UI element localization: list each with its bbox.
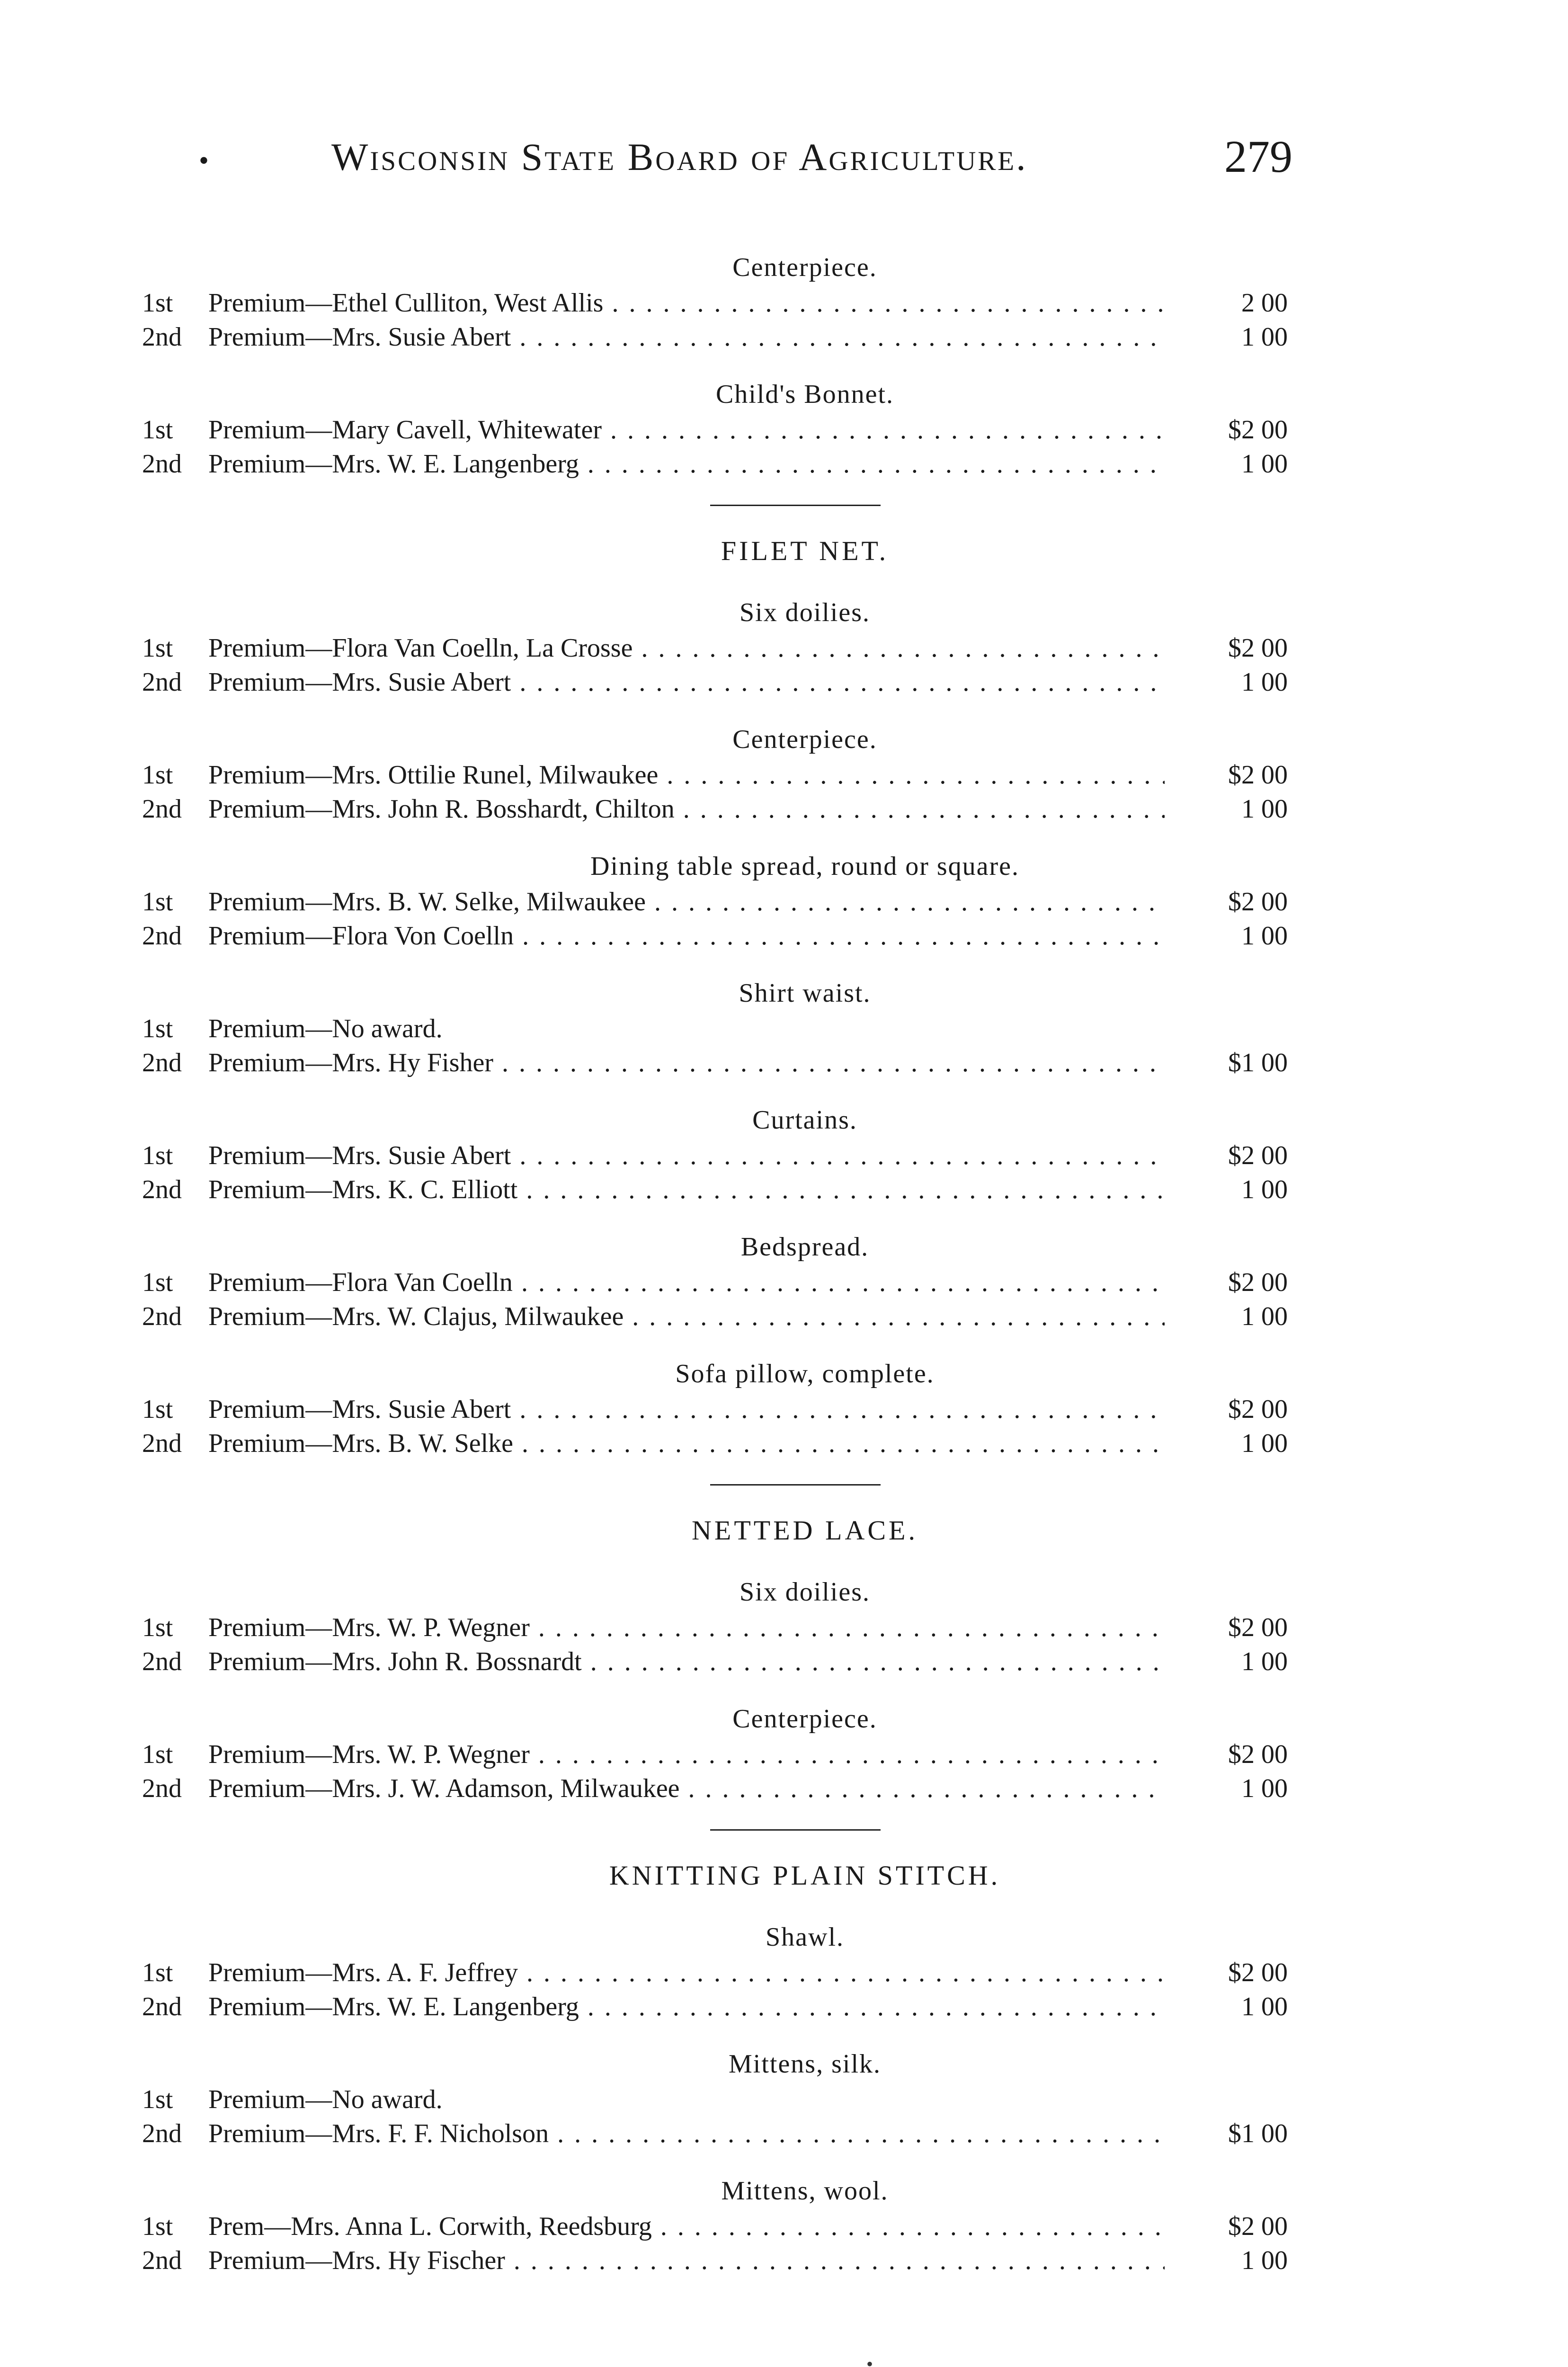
entry-spacer [142,1897,1288,1919]
premium-place: 2nd [142,1647,182,1676]
premium-place: 1st [142,1395,173,1424]
running-header [142,125,1292,196]
premium-amount: $2 00 [1228,1268,1288,1297]
entry-spacer [142,1080,1288,1102]
premium-place: 2nd [142,322,182,352]
premium-amount: 1 00 [1241,1647,1288,1676]
premium-amount: $2 00 [1228,1958,1288,1987]
premium-winner: Premium—Flora Van Coelln, La Crosse . . . [208,631,1165,665]
premium-winner: Premium—Mrs. Ottilie Runel, Milwaukee . . . [208,758,1165,792]
premium-row [142,1645,1288,1679]
entry-heading: Mittens, wool. [721,2176,889,2206]
premium-row [142,1611,1288,1645]
premium-winner: Premium—Mrs. Hy Fischer . . . [208,2243,1165,2278]
premium-place: 1st [142,1141,173,1170]
premium-place: 2nd [142,1774,182,1803]
premium-winner: Premium—Flora Van Coelln . . . [208,1265,1165,1299]
premium-row [142,413,1288,447]
premium-winner: Premium—Mrs. John R. Bosshardt, Chilton . . . [208,792,1165,826]
premium-place: 1st [142,1268,173,1297]
premium-row [142,1426,1288,1460]
premium-amount: 1 00 [1241,1992,1288,2021]
premium-winner: Premium—Mrs. B. W. Selke, Milwaukee . . . [208,885,1165,919]
premium-place: 1st [142,1740,173,1769]
premium-row [142,1956,1288,1990]
premium-row [142,919,1288,953]
entry-heading: Six doilies. [739,1577,871,1607]
premium-amount: 1 00 [1241,667,1288,697]
premium-winner: Premium—Mrs. W. P. Wegner . . . [208,1611,1165,1645]
premium-winner: Premium—Mrs. W. Clajus, Milwaukee . . . [208,1299,1165,1334]
premium-row [142,1173,1288,1207]
premium-row [142,1990,1288,2024]
premium-winner: Premium—Mrs. F. F. Nicholson . . . [208,2117,1165,2151]
premium-amount: 1 00 [1241,1302,1288,1331]
premium-amount: $2 00 [1228,1740,1288,1769]
premium-place: 2nd [142,1429,182,1458]
premium-place: 2nd [142,1048,182,1077]
premium-amount: $1 00 [1228,1048,1288,1077]
premium-winner: Premium—Mrs. B. W. Selke . . . [208,1426,1165,1460]
premium-place: 1st [142,1613,173,1642]
entry-spacer [142,572,1288,594]
premium-amount: $2 00 [1228,1613,1288,1642]
premium-amount: 2 00 [1241,288,1288,318]
premium-row [142,2082,1288,2117]
premium-row [142,792,1288,826]
premium-winner: Prem—Mrs. Anna L. Corwith, Reedsburg . . . [208,2209,1165,2243]
premium-winner: Premium—Mrs. Susie Abert . . . [208,665,1165,699]
premium-winner: Premium—Mrs. Susie Abert . . . [208,1392,1165,1426]
premium-winner: Premium—Mrs. Hy Fisher . . . [208,1046,1165,1080]
premium-winner: Premium—Ethel Culliton, West Allis . . . [208,286,1165,320]
entry-spacer [142,227,1288,249]
premium-place: 2nd [142,2246,182,2275]
premium-place: 2nd [142,2119,182,2148]
entry-heading: Curtains. [752,1105,857,1135]
premium-winner: Premium—No award. [208,1014,443,1043]
entry-spacer [142,1679,1288,1700]
premium-winner: Premium—Mrs. Susie Abert . . . [208,1139,1165,1173]
entry-heading: Child's Bonnet. [715,380,894,409]
entry-heading: Mittens, silk. [728,2049,882,2079]
premium-amount: 1 00 [1241,2246,1288,2275]
premium-winner: Premium—Mary Cavell, Whitewater . . . [208,413,1165,447]
entry-heading: Bedspread. [740,1232,869,1262]
premium-list [142,227,1288,2278]
premium-amount: $2 00 [1228,415,1288,445]
premium-amount: 1 00 [1241,1429,1288,1458]
section-title: KNITTING PLAIN STITCH. [609,1860,1001,1891]
premium-place: 1st [142,2085,173,2114]
premium-amount: 1 00 [1241,1175,1288,1204]
entry-heading: Shawl. [766,1922,844,1952]
premium-row [142,1046,1288,1080]
entry-spacer [142,1334,1288,1355]
running-title: Wisconsin State Board of Agriculture. [331,135,1028,178]
premium-place: 2nd [142,449,182,479]
section-divider [710,1484,881,1486]
premium-place: 2nd [142,921,182,951]
premium-place: 2nd [142,1302,182,1331]
premium-place: 2nd [142,794,182,824]
premium-amount: $1 00 [1228,2119,1288,2148]
premium-winner: Premium—Mrs. John R. Bossnardt . . . [208,1645,1165,1679]
premium-winner: Premium—No award. [208,2085,443,2114]
entry-heading: Sofa pillow, complete. [675,1359,935,1388]
premium-row [142,1771,1288,1806]
premium-amount: $2 00 [1228,1141,1288,1170]
premium-row [142,2117,1288,2151]
premium-place: 2nd [142,667,182,697]
premium-amount: 1 00 [1241,449,1288,479]
print-speck: • [866,2353,873,2367]
entry-spacer [142,953,1288,975]
entry-spacer [142,2151,1288,2172]
premium-winner: Premium—Mrs. J. W. Adamson, Milwaukee . . . [208,1771,1165,1806]
premium-row [142,1265,1288,1299]
entry-heading: Centerpiece. [732,1704,877,1734]
premium-place: 1st [142,288,173,318]
premium-amount: $2 00 [1228,1395,1288,1424]
entry-spacer [142,826,1288,848]
section-title: FILET NET. [721,535,889,566]
premium-place: 1st [142,887,173,917]
entry-spacer [142,354,1288,376]
entry-spacer [142,699,1288,721]
premium-row [142,1392,1288,1426]
premium-amount: 1 00 [1241,921,1288,951]
entry-spacer [142,1552,1288,1574]
premium-place: 1st [142,1958,173,1987]
premium-place: 1st [142,760,173,790]
header-dot: • [199,145,209,176]
premium-row [142,1012,1288,1046]
premium-winner: Premium—Mrs. W. E. Langenberg . . . [208,447,1165,481]
premium-winner: Premium—Mrs. W. E. Langenberg . . . [208,1990,1165,2024]
premium-place: 1st [142,415,173,445]
entry-heading: Dining table spread, round or square. [590,852,1019,881]
premium-row [142,320,1288,354]
premium-row [142,631,1288,665]
section-divider [710,1829,881,1831]
premium-winner: Premium—Mrs. Susie Abert . . . [208,320,1165,354]
premium-row [142,885,1288,919]
premium-amount: 1 00 [1241,794,1288,824]
premium-row [142,1299,1288,1334]
premium-row [142,1737,1288,1771]
premium-amount: $2 00 [1228,2212,1288,2241]
section-title: NETTED LACE. [692,1515,918,1546]
premium-amount: $2 00 [1228,760,1288,790]
premium-row [142,447,1288,481]
premium-amount: $2 00 [1228,633,1288,663]
entry-heading: Six doilies. [739,598,871,627]
premium-place: 2nd [142,1992,182,2021]
premium-winner: Premium—Mrs. A. F. Jeffrey . . . [208,1956,1165,1990]
page-number: 279 [1224,131,1292,182]
premium-row [142,2209,1288,2243]
premium-row [142,2243,1288,2278]
premium-amount: $2 00 [1228,887,1288,917]
premium-row [142,1139,1288,1173]
premium-place: 1st [142,1014,173,1043]
premium-amount: 1 00 [1241,322,1288,352]
premium-place: 1st [142,2212,173,2241]
entry-spacer [142,2024,1288,2046]
premium-winner: Premium—Mrs. W. P. Wegner . . . [208,1737,1165,1771]
section-divider [710,505,881,506]
premium-amount: 1 00 [1241,1774,1288,1803]
entry-heading: Centerpiece. [732,253,877,282]
entry-heading: Shirt waist. [739,979,871,1008]
premium-winner: Premium—Mrs. K. C. Elliott . . . [208,1173,1165,1207]
premium-winner: Premium—Flora Von Coelln . . . [208,919,1165,953]
premium-row [142,665,1288,699]
entry-spacer [142,1207,1288,1228]
premium-row [142,286,1288,320]
premium-row [142,758,1288,792]
premium-place: 1st [142,633,173,663]
premium-place: 2nd [142,1175,182,1204]
entry-heading: Centerpiece. [732,725,877,754]
